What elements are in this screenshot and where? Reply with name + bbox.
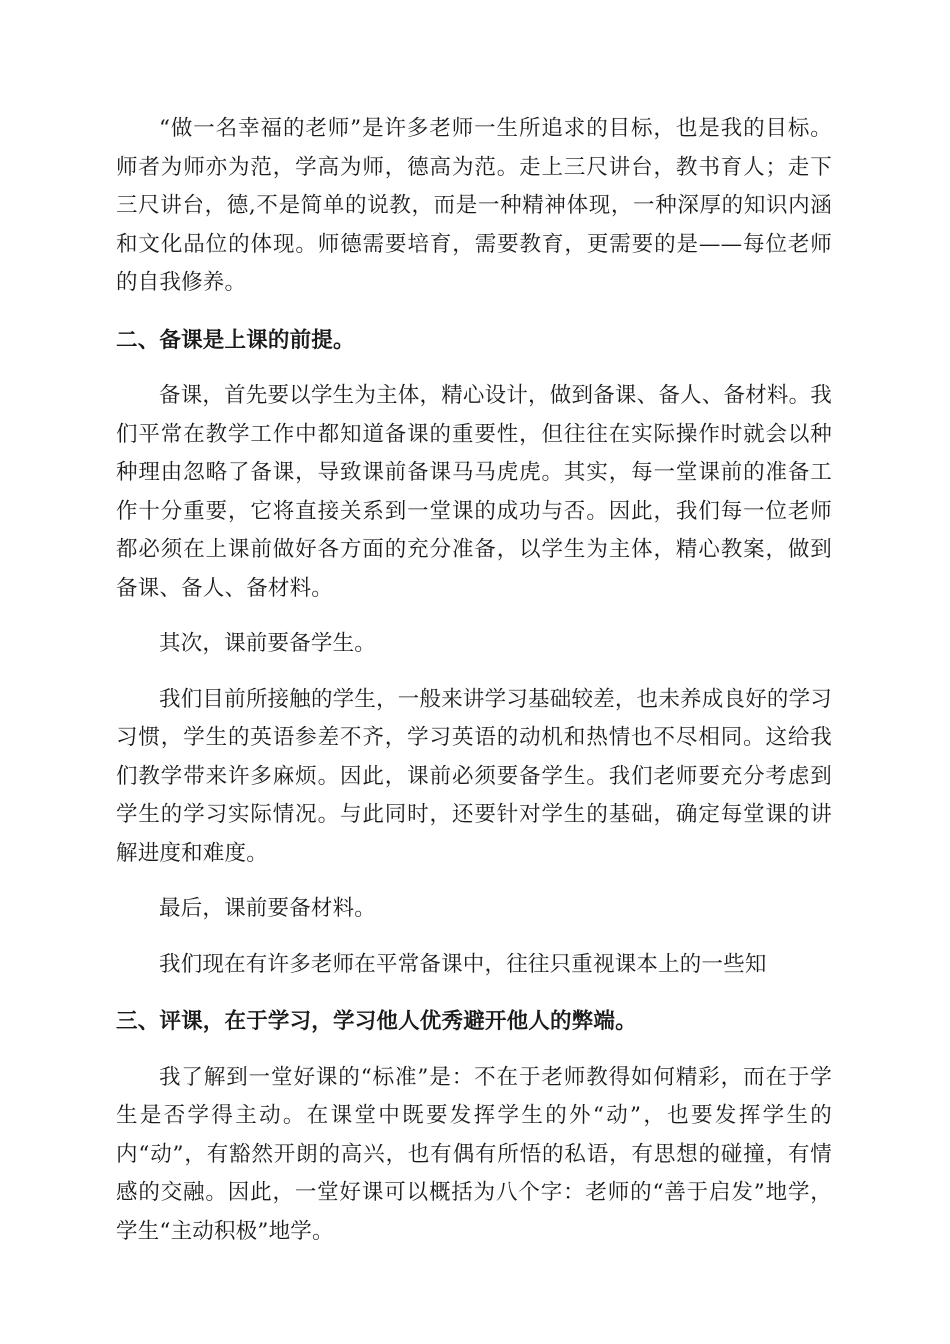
section-2-paragraph-3: 我们目前所接触的学生，一般来讲学习基础较差，也未养成良好的学习习惯，学生的英语参差不齐，学习英语的动机和热情也不尽相同。这给我们教学带来许多麻烦。因此，课前必须要备学生。我们老师要充分考虑到学生的学习实际情况。与此同时，还要针对学生的基础，确定每堂课的讲解进度和难度。: [116, 686, 832, 866]
intro-paragraph: “做一名幸福的老师”是许多老师一生所追求的目标，也是我的目标。师者为师亦为范，学高为师，德高为范。走上三尺讲台，教书育人；走下三尺讲台，德,不是简单的说教，而是一种精神体现，一种深厚的知识内涵和文化品位的体现。师德需要培育，需要教育，更需要的是——每位老师的自我修养。: [116, 116, 832, 295]
document-page: [116, 110, 832, 1251]
section-3-heading: 三、评课，在于学习，学习他人优秀避开他人的弊端。: [116, 1009, 637, 1034]
section-2-paragraph-5: 我们现在有许多老师在平常备课中，往往只重视课本上的一些知: [159, 951, 767, 977]
section-2-paragraph-4: 最后，课前要备材料。: [159, 896, 377, 921]
section-3-paragraph-1: 我了解到一堂好课的“标准”是：不在于老师教得如何精彩，而在于学生是否学得主动。在课堂中既要发挥学生的外“动”，也要发挥学生的内“动”，有豁然开朗的高兴，也有偶有所悟的私语，有思想的碰撞，有情感的交融。因此，一堂好课可以概括为八个字：老师的“善于启发”地学，学生“主动积极”地学。: [116, 1064, 832, 1244]
section-2-paragraph-2: 其次，课前要备学生。: [159, 631, 377, 656]
section-2-heading: 二、备课是上课的前提。: [116, 327, 355, 353]
section-2-paragraph-1: 备课，首先要以学生为主体，精心设计，做到备课、备人、备材料。我们平常在教学工作中都知道备课的重要性，但往往在实际操作时就会以种种理由忽略了备课，导致课前备课马马虎虎。其实，每一堂课前的准备工作十分重要，它将直接关系到一堂课的成功与否。因此，我们每一位老师都必须在上课前做好各方面的充分准备，以学生为主体，精心教案，做到备课、备人、备材料。: [116, 383, 832, 601]
